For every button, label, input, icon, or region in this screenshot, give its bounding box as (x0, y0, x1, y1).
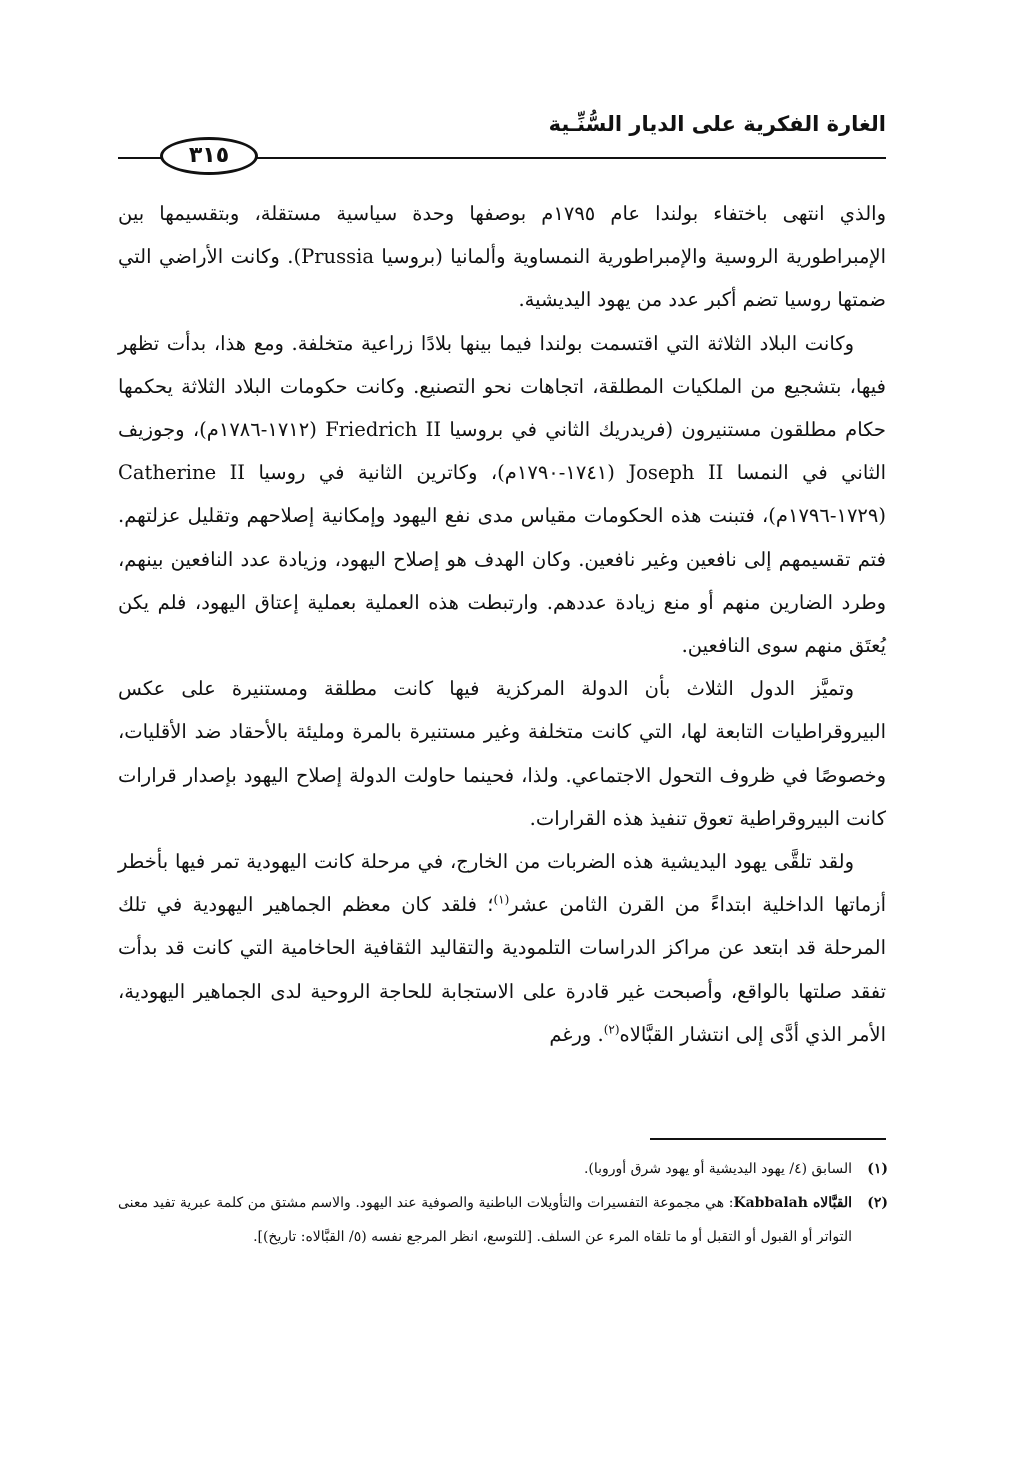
paragraph-1: والذي انتهى باختفاء بولندا عام ١٧٩٥م بوصفها وحدة سياسية مستقلة، وبتقسيمها بين الإمبراطورية الروسية والإمبراطورية النمساوية وألمانيا (بروسيا Prussia). وكانت الأراضي التي ضمتها روسيا تضم أكبر عدد من يهود اليديشية. (118, 202, 886, 312)
footnote-rule (650, 1138, 886, 1140)
footnote-2 (118, 1186, 888, 1254)
paragraph-4 (118, 840, 886, 1056)
footnotes (118, 1152, 888, 1254)
paragraph-2: وكانت البلاد الثلاثة التي اقتسمت بولندا فيما بينها بلادًا زراعية متخلفة. ومع هذا، بدأت تظهر فيها، بتشجيع من الملكيات المطلقة، اتجاهات نحو التصنيع. وكانت حكومات البلاد الثلاثة يحكمها حكام مطلقون مستنيرون (فريدريك الثاني في بروسيا Friedrich II (١٧١٢-١٧٨٦م)، وجوزيف الثاني في النمسا Joseph II (١٧٤١-١٧٩٠م)، وكاترين الثانية في روسيا Catherine II (١٧٢٩-١٧٩٦م)، فتبنت هذه الحكومات مقياس مدى نفع اليهود وإمكانية إصلاحهم وتقليل عزلتهم. فتم تقسيمهم إلى نافعين وغير نافعين. وكان الهدف هو إصلاح اليهود، وزيادة عدد النافعين بينهم، وطرد الضارين منهم أو منع زيادة عددهم. وارتبطت هذه العملية بعملية إعتاق اليهود، فلم يكن يُعتَق منهم سوى النافعين. (118, 331, 887, 658)
paragraph-4-part-3: . ورغم (549, 1022, 604, 1046)
paragraph-4-part-2: ؛ فلقد كان معظم الجماهير اليهودية في تلك المرحلة قد ابتعد عن مراكز الدراسات التلمودية والتقاليد الثقافية الحاخامية التي كانت قد بدأت تفقد صلتها بالواقع، وأصبحت غير قادرة على الاستجابة للحاجة الروحية لدى الجماهير اليهودية، الأمر الذي أدَّى إلى انتشار القبَّالاه (118, 893, 886, 1046)
footnote-number: (١) (867, 1161, 888, 1177)
running-title: الغارة الفكرية على الديار السُّنِّـية (548, 112, 886, 136)
body-text (118, 192, 886, 1056)
page-number: ٣١٥ (160, 137, 258, 175)
footnote-ref-2[interactable]: (٢) (603, 1022, 620, 1037)
footnote-1 (118, 1152, 888, 1186)
paragraph-4-part-1: ولقد تلقَّى يهود اليديشية هذه الضربات من الخارج، في مرحلة كانت اليهودية تمر فيها بأخطر أزماتها الداخلية ابتداءً من القرن الثامن عشر (118, 850, 886, 917)
footnote-term: القبَّالاه Kabbalah (733, 1195, 852, 1211)
footnote-text: السابق (٤/ يهود اليديشية أو يهود شرق أوروبا). (583, 1161, 852, 1177)
footnote-ref-1[interactable]: (١) (493, 892, 510, 907)
footnote-text: : هي مجموعة التفسيرات والتأويلات الباطنية والصوفية عند اليهود. والاسم مشتق من كلمة عبرية تفيد معنى التواتر أو القبول أو التقبل أو ما تلقاه المرء عن السلف. [للتوسع، انظر المرجع نفسه (٥/ القبَّالاه: تاريخ)]. (118, 1195, 852, 1245)
paragraph-3: وتميَّز الدول الثلاث بأن الدولة المركزية فيها كانت مطلقة ومستنيرة على عكس البيروقراطيات التابعة لها، التي كانت متخلفة وغير مستنيرة بالمرة ومليئة بالأحقاد ضد الأقليات، وخصوصًا في ظروف التحول الاجتماعي. ولذا، فحينما حاولت الدولة إصلاح اليهود بإصدار قرارات كانت البيروقراطية تعوق تنفيذ هذه القرارات. (118, 677, 886, 830)
footnote-number: (٢) (867, 1195, 888, 1211)
